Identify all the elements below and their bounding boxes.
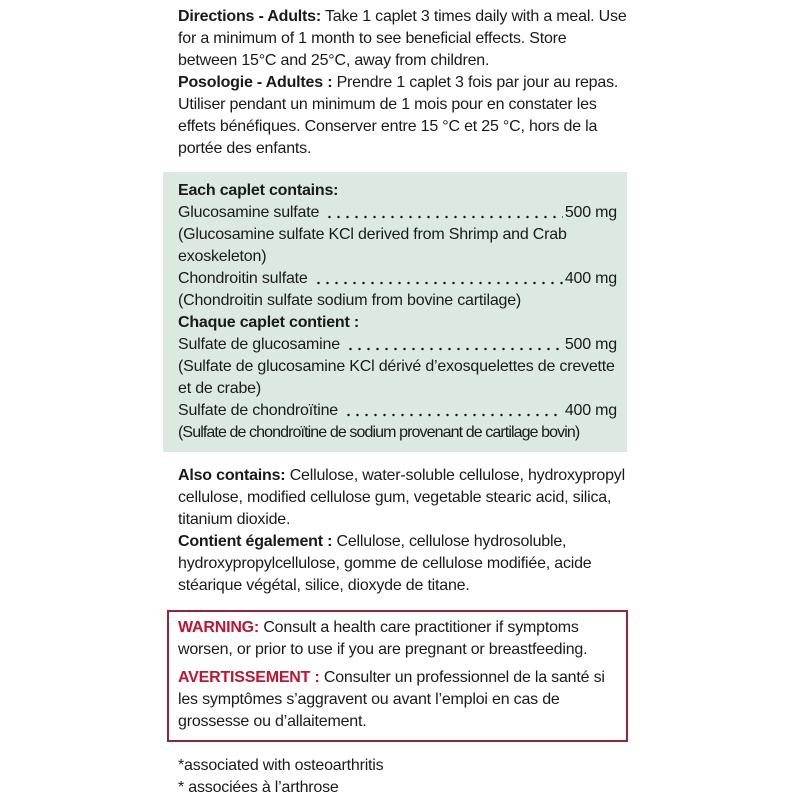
ingredient-row-chondroitin-en — [178, 268, 617, 290]
footnotes — [163, 755, 629, 799]
ingredient-source: (Chondroitin sulfate sodium from bovine cartilage) — [178, 292, 522, 309]
directions-fr-text: Prendre 1 caplet 3 fois par jour au repas. Utiliser pendant un minimum de 1 mois pour en constater les effets bénéfiques. Conserver entre 15 °C et 25 °C, hors de la portée des enfants. — [178, 74, 619, 157]
ingredients-panel — [163, 172, 627, 452]
product-label — [163, 6, 629, 799]
ingredient-name: Sulfate de glucosamine — [178, 336, 340, 353]
footnote-fr: * associées à l’arthrose — [178, 779, 339, 796]
directions-en-text: Take 1 caplet 3 times daily with a meal. Use for a minimum of 1 month to see beneficial effects. Store between 15°C and 25°C, away from children. — [178, 8, 627, 69]
ingredient-amount: 500 mg — [564, 336, 617, 353]
ingredient-name: Sulfate de chondroïtine — [178, 402, 338, 419]
dot-leader — [344, 404, 563, 418]
dot-leader — [325, 206, 563, 220]
directions-fr — [178, 72, 629, 160]
ingredient-row-chondroitin-fr — [178, 400, 617, 422]
ingredient-amount: 500 mg — [564, 204, 617, 221]
ingredient-source: (Sulfate de glucosamine KCl dérivé d’exosquelettes de crevette et de crabe) — [178, 358, 615, 397]
ingredient-source: (Sulfate de chondroïtine de sodium provenant de cartilage bovin) — [178, 424, 580, 441]
ingredient-amount: 400 mg — [564, 270, 617, 287]
other-ingredients-section — [163, 465, 629, 597]
warning-box — [167, 610, 628, 742]
other-ingredients-en-text: Cellulose, water-soluble cellulose, hydroxypropyl cellulose, modified cellulose gum, vegetable stearic acid, silica, titanium dioxide. — [178, 467, 625, 528]
other-ingredients-fr-text: Cellulose, cellulose hydrosoluble, hydroxypropylcellulose, gomme de cellulose modifiée, acide stéarique végétal, silice, dioxyde de titane. — [178, 533, 592, 594]
other-ingredients-fr-label: Contient également : — [178, 533, 333, 550]
warning-fr-label: AVERTISSEMENT : — [178, 669, 320, 686]
footnote-en: *associated with osteoarthritis — [178, 757, 384, 774]
other-ingredients-en-label: Also contains: — [178, 467, 286, 484]
other-ingredients-fr — [178, 531, 629, 597]
ingredient-row-glucosamine-fr — [178, 334, 617, 356]
warning-en-label: WARNING: — [178, 619, 260, 636]
dot-leader — [346, 338, 563, 352]
warning-en-text: Consult a health care practitioner if symptoms worsen, or prior to use if you are pregnant or breastfeeding. — [178, 619, 588, 658]
dot-leader — [314, 272, 563, 286]
ingredients-heading-fr: Chaque caplet contient : — [178, 314, 359, 331]
warning-en — [178, 617, 616, 661]
ingredient-name: Chondroitin sulfate — [178, 270, 308, 287]
directions-fr-label: Posologie - Adultes : — [178, 74, 333, 91]
ingredients-heading-en: Each caplet contains: — [178, 182, 339, 199]
ingredient-source: (Glucosamine sulfate KCl derived from Shrimp and Crab exoskeleton) — [178, 226, 567, 265]
warning-fr-text: Consulter un professionnel de la santé si les symptômes s’aggravent ou avant l’emploi en cas de grossesse ou d’allaitement. — [178, 669, 605, 730]
ingredient-name: Glucosamine sulfate — [178, 204, 320, 221]
ingredient-amount: 400 mg — [564, 402, 617, 419]
ingredient-row-glucosamine-en — [178, 202, 617, 224]
other-ingredients-en — [178, 465, 629, 531]
warning-fr — [178, 667, 616, 733]
directions-section — [163, 6, 629, 160]
directions-en-label: Directions - Adults: — [178, 8, 321, 25]
directions-en — [178, 6, 629, 72]
